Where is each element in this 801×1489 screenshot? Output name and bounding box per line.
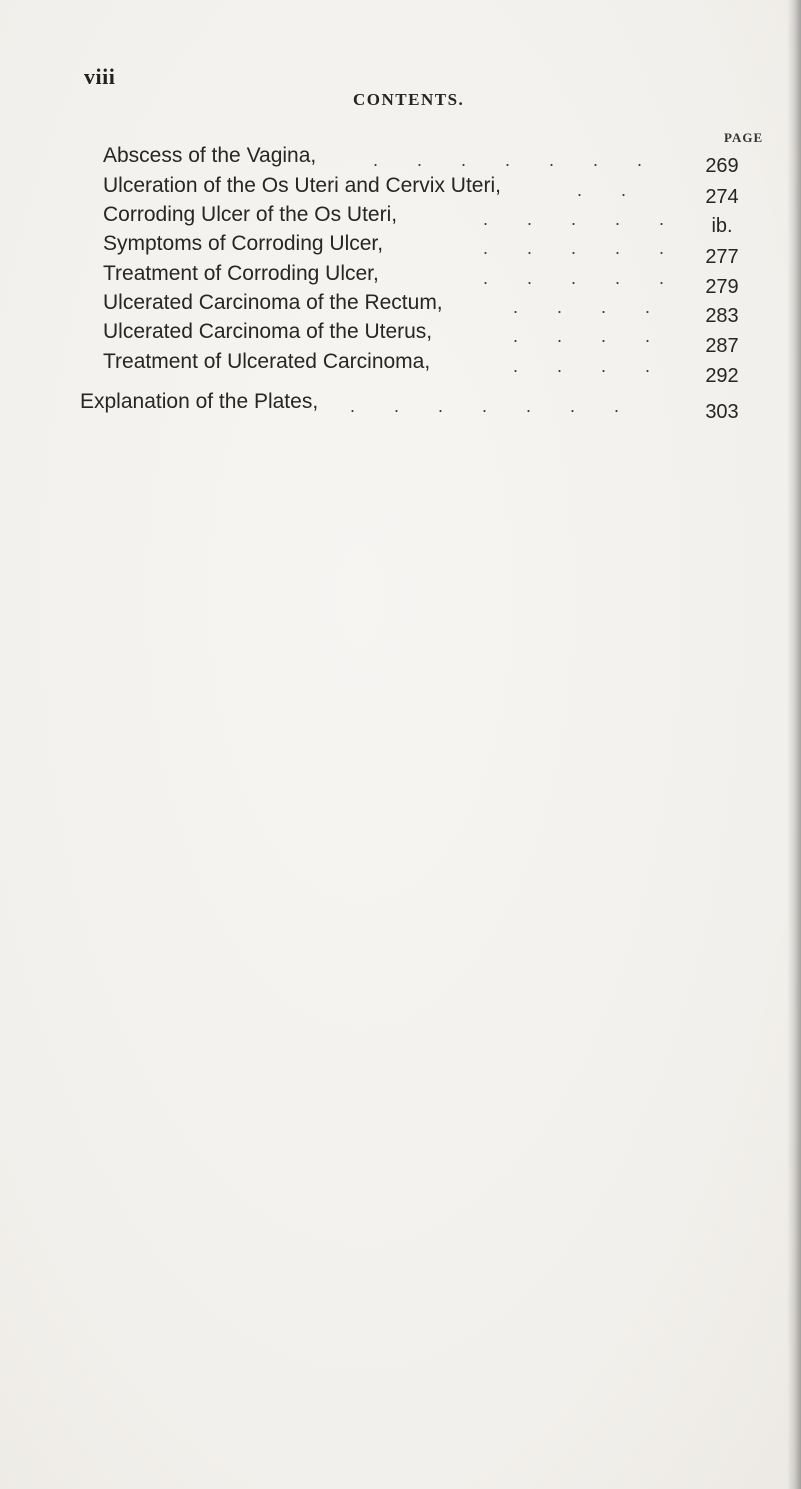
toc-entry-title: Ulcerated Carcinoma of the Uterus,: [103, 320, 433, 343]
toc-leader-dots: . . . . .: [483, 268, 682, 288]
toc-entry-ulceration-of-the-os-uteri: [103, 174, 763, 208]
toc-entry-title: Abscess of the Vagina,: [103, 144, 317, 167]
toc-leader-dots: . . . .: [513, 356, 668, 376]
toc-leader-dots: . . . .: [513, 326, 668, 346]
toc-entry-title: Treatment of Corroding Ulcer,: [103, 262, 379, 285]
toc-entry-title: Corroding Ulcer of the Os Uteri,: [103, 203, 398, 226]
page-column-heading: PAGE: [724, 130, 764, 145]
toc-entry-corroding-ulcer-of-the-os-uteri: [103, 203, 763, 237]
toc-page-number: 283: [705, 305, 739, 327]
toc-page-number: 303: [705, 401, 739, 423]
toc-leader-dots: . . . . .: [483, 238, 682, 258]
toc-leader-dots: . . . .: [513, 297, 668, 317]
toc-page-number: 287: [705, 335, 739, 357]
toc-page-number: 277: [705, 246, 739, 268]
toc-page-number: 274: [705, 186, 739, 208]
toc-entry-title: Ulceration of the Os Uteri and Cervix Uteri,: [103, 174, 501, 197]
toc-entry-title: Symptoms of Corroding Ulcer,: [103, 232, 384, 255]
toc-entry-ulcerated-carcinoma-of-the-rectum: [103, 291, 763, 327]
toc-entry-symptoms-of-corroding-ulcer: [103, 232, 763, 268]
toc-leader-dots: . . . . .: [483, 209, 682, 229]
toc-leader-dots: . . . . . . .: [373, 150, 660, 170]
toc-entry-abscess-of-the-vagina: [103, 144, 763, 177]
toc-leader-dots: . .: [577, 180, 644, 200]
toc-leader-dots: . . . . . . .: [350, 396, 637, 416]
toc-entry-title: Treatment of Ulcerated Carcinoma,: [103, 350, 431, 373]
toc-entry-explanation-of-the-plates: [80, 390, 763, 423]
toc-page-number: 279: [705, 276, 739, 298]
toc-page-number: 292: [705, 365, 739, 387]
toc-entry-ulcerated-carcinoma-of-the-uterus: [103, 320, 763, 357]
page-folio-number: viii: [84, 64, 116, 89]
toc-entry-title: Ulcerated Carcinoma of the Rectum,: [103, 291, 443, 314]
toc-page-number: 269: [705, 155, 739, 177]
toc-page-number: ib.: [711, 215, 733, 237]
running-head: CONTENTS.: [353, 90, 465, 109]
toc-entry-title: Explanation of the Plates,: [80, 390, 319, 413]
toc-entry-treatment-of-corroding-ulcer: [103, 262, 763, 298]
toc-entry-treatment-of-ulcerated-carcinoma: [103, 350, 763, 387]
